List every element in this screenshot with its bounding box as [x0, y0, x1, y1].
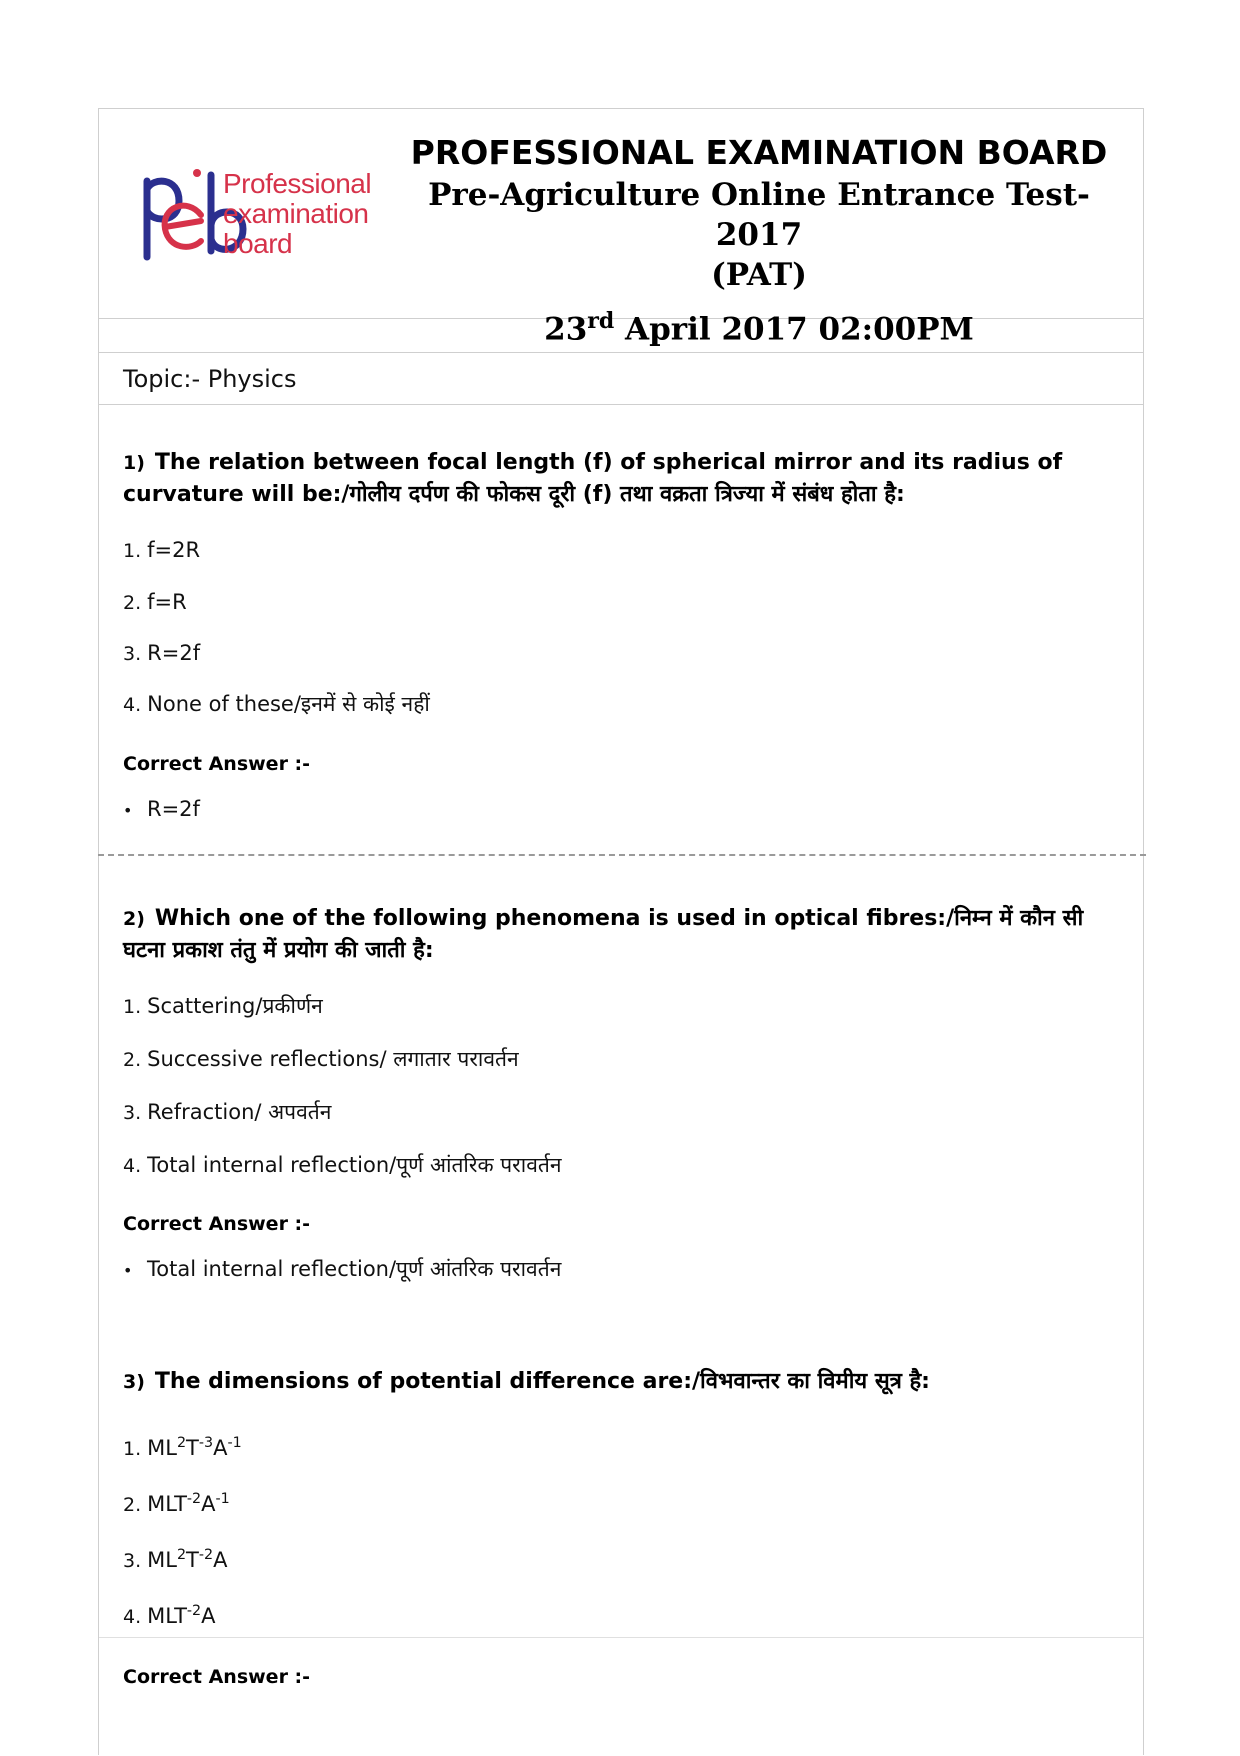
option-3 — [123, 1097, 331, 1128]
question-3 — [123, 1366, 1113, 1756]
correct-answer-label: Correct Answer :- — [123, 753, 311, 775]
option-3 — [123, 1540, 227, 1576]
correct-answer — [123, 1255, 561, 1283]
question-divider — [98, 854, 1146, 856]
question-body: The relation between focal length (f) of spherical mirror and its radius of curvature will be:/गोलीय दर्पण की फोकस दूरी (f) तथा वक्रता त्रिज्या में संबंध होता है: — [123, 450, 1063, 507]
option-4 — [123, 1150, 562, 1181]
option-text: R=2f — [147, 641, 201, 665]
option-3 — [123, 638, 200, 669]
question-number: 3) — [123, 1371, 145, 1393]
correct-answer-text: Total internal reflection/पूर्ण आंतरिक परावर्तन — [147, 1257, 562, 1281]
formula-exponent: -2 — [186, 1491, 202, 1507]
option-number: 2. — [123, 1049, 142, 1071]
formula-part: MLT — [147, 1492, 187, 1516]
option-1 — [123, 1428, 242, 1464]
header — [99, 109, 1143, 348]
logo-line-1: Professional — [223, 168, 372, 199]
board-title: PROFESSIONAL EXAMINATION BOARD — [410, 133, 1108, 172]
exam-title: Pre-Agriculture Online Entrance Test- 2017 — [428, 177, 1090, 253]
logo-line-2: examination — [223, 198, 369, 229]
option-number: 2. — [123, 1494, 142, 1516]
option-number: 1. — [123, 996, 142, 1018]
question-body: The dimensions of potential difference are:/विभवान्तर का विमीय सूत्र है: — [154, 1369, 930, 1394]
question-text — [123, 447, 1113, 510]
option-1 — [123, 991, 323, 1022]
formula-exponent: 2 — [176, 1435, 187, 1451]
formula-part: T — [186, 1548, 199, 1572]
formula-part: T — [186, 1436, 199, 1460]
formula-exponent: 2 — [176, 1547, 187, 1563]
exam-abbreviation: (PAT) — [711, 257, 807, 293]
option-2 — [123, 1484, 230, 1520]
formula-part: ML — [147, 1548, 177, 1572]
option-text: f=R — [147, 590, 187, 614]
spacer-row — [99, 319, 1143, 353]
option-text: Successive reflections/ लगातार परावर्तन — [147, 1047, 519, 1071]
option-number: 1. — [123, 540, 142, 562]
option-text: None of these/इनमें से कोई नहीं — [147, 692, 430, 716]
option-4 — [123, 689, 430, 720]
correct-answer-label: Correct Answer :- — [123, 1666, 311, 1688]
date-rest: April 2017 02:00PM — [625, 311, 974, 348]
logo-line-3: board — [223, 228, 293, 259]
question-2 — [123, 903, 1113, 1303]
formula-part: MLT — [147, 1604, 187, 1628]
option-number: 3. — [123, 1550, 142, 1572]
correct-answer-text: R=2f — [147, 797, 200, 821]
question-number: 1) — [123, 452, 145, 474]
formula-exponent: -2 — [186, 1603, 202, 1619]
option-2 — [123, 587, 187, 618]
formula-part: A — [213, 1548, 228, 1572]
question-number: 2) — [123, 908, 145, 930]
formula-exponent: -2 — [198, 1547, 214, 1563]
option-4 — [123, 1596, 216, 1632]
formula-exponent: -1 — [227, 1435, 242, 1451]
logo-wordmark — [223, 169, 371, 259]
formula-part: A — [213, 1436, 228, 1460]
formula-exponent: -1 — [215, 1491, 230, 1507]
option-text: Scattering/प्रकीर्णन — [147, 994, 323, 1018]
option-number: 4. — [123, 1606, 142, 1628]
bullet-icon: • — [123, 1261, 133, 1280]
option-number: 3. — [123, 1102, 142, 1124]
option-text: Refraction/ अपवर्तन — [147, 1100, 332, 1124]
option-number: 1. — [123, 1438, 142, 1460]
formula-part: ML — [147, 1436, 177, 1460]
date-day: 23 — [544, 311, 588, 348]
question-body: Which one of the following phenomena is used in optical fibres:/निम्न में कौन सी घटना प्रकाश तंतु में प्रयोग की जाती है: — [123, 906, 1084, 963]
option-number: 2. — [123, 592, 142, 614]
option-number: 4. — [123, 1155, 142, 1177]
date-suffix: rd — [587, 308, 615, 334]
option-number: 4. — [123, 694, 142, 716]
exam-sheet — [98, 108, 1144, 1755]
topic-label: Topic:- Physics — [99, 353, 1143, 405]
option-number: 3. — [123, 643, 142, 665]
question-1 — [123, 447, 1113, 847]
option-2 — [123, 1044, 519, 1075]
option-text: Total internal reflection/पूर्ण आंतरिक परावर्तन — [147, 1153, 562, 1177]
option-text: f=2R — [147, 538, 201, 562]
formula-part: A — [201, 1492, 216, 1516]
formula-exponent: -3 — [198, 1435, 214, 1451]
formula-part: A — [201, 1604, 216, 1628]
option-1 — [123, 535, 200, 566]
question-text — [123, 903, 1113, 966]
correct-answer-label: Correct Answer :- — [123, 1213, 311, 1235]
bullet-icon: • — [123, 801, 133, 820]
divider — [99, 1637, 1143, 1638]
question-text — [123, 1366, 1113, 1398]
correct-answer — [123, 797, 200, 821]
